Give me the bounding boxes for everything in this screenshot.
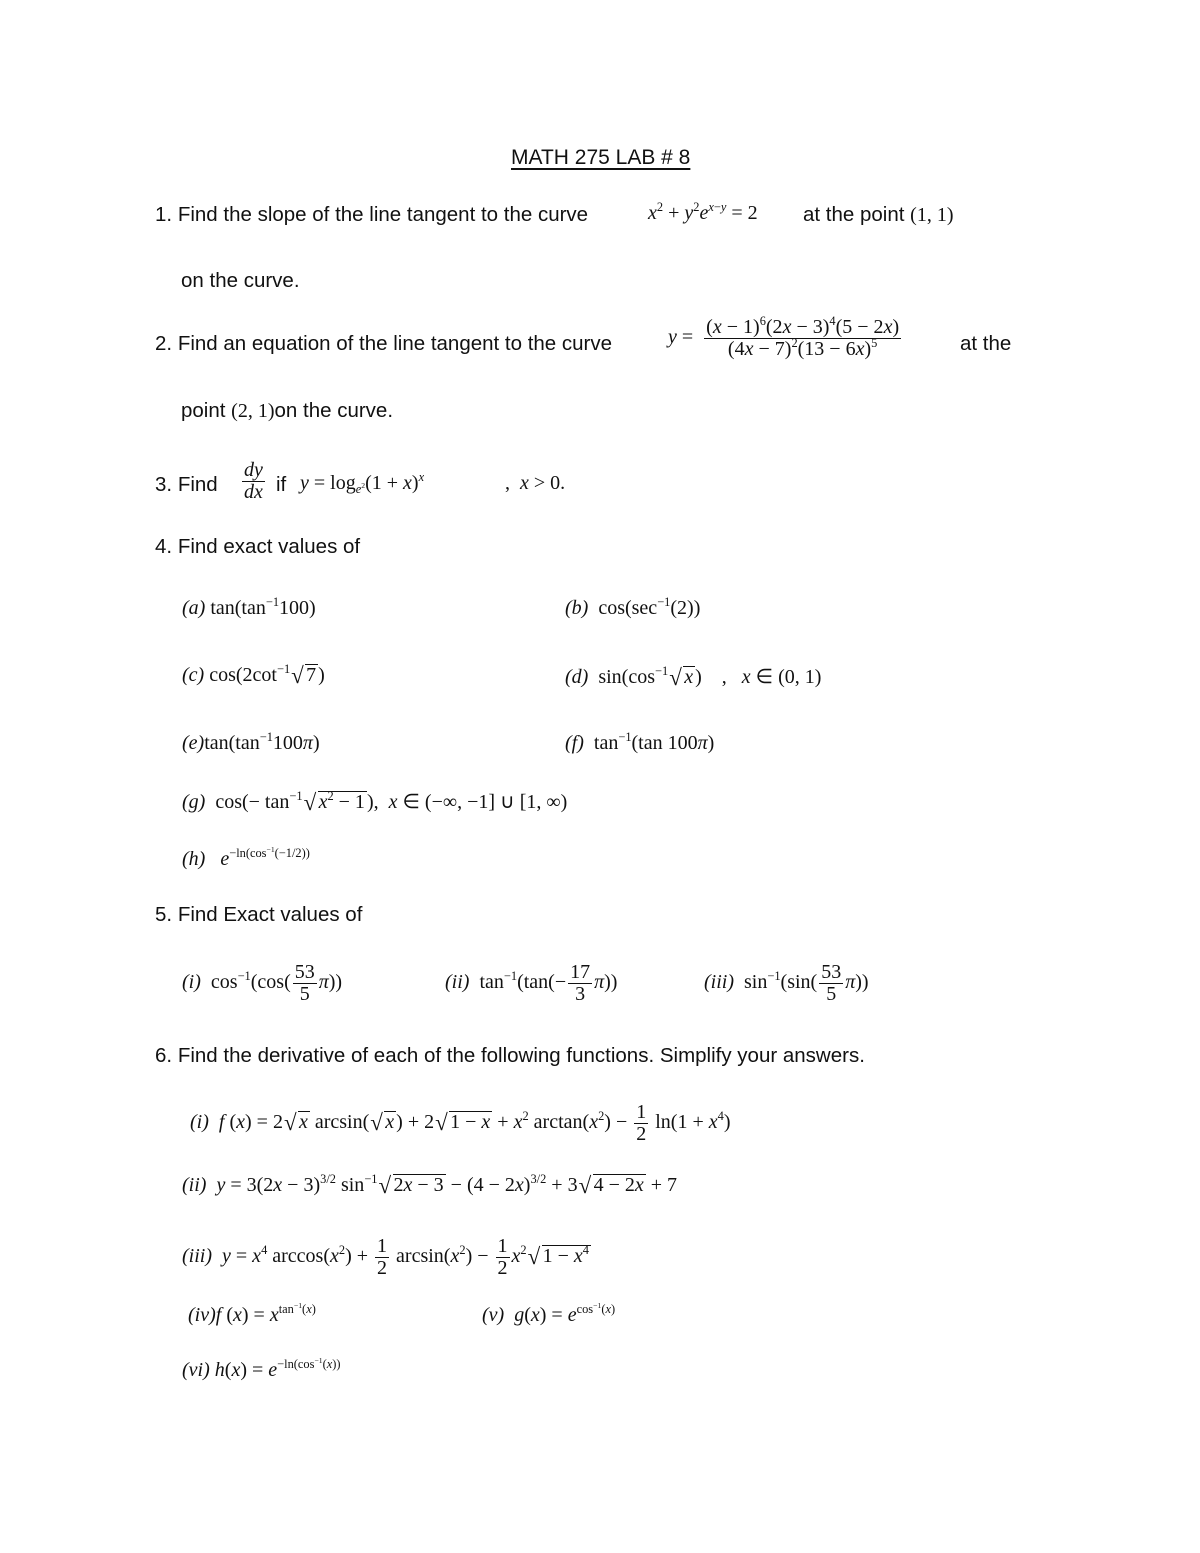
- part-4h: (h) $e^{-ln(cos^{-1}(-1/2))}$: [182, 844, 310, 870]
- part-4c: (c) $\cos(2\cot^{-1}√$ 7 ): [182, 664, 325, 687]
- part-6v: (v) $g(x) = e^{cos^{-1}(x)}$: [482, 1300, 616, 1326]
- problem-text: Find Exact values of: [177, 903, 363, 926]
- problem-text: Find the derivative of each of the following functions. Simplify your answers.: [177, 1044, 865, 1067]
- problem-1-equation: $x^2 + y^2e^{x-y} = 2$: [648, 199, 758, 224]
- part-4d: (d) $\sin(\cos^{-1}√$ x ) , x ∈ (0, 1): [565, 664, 821, 689]
- page-title: MATH 275 LAB # 8: [511, 146, 691, 169]
- problem-text: Find an equation of the line tangent to the curve: [177, 332, 613, 355]
- problem-number: 3.: [155, 473, 173, 496]
- part-6iv: (iv)f $(x) = x^{tan^{-1}(x)}$: [188, 1300, 316, 1326]
- problem-text: Find the slope of the line tangent to the curve: [177, 203, 589, 226]
- problem-2-continuation: point (2, 1)on the curve.: [181, 399, 394, 422]
- problem-2: [155, 332, 612, 356]
- problem-3: [155, 473, 218, 497]
- part-6ii: (ii) $y = 3(2x - 3)^{3/2}$ $\sin^{-1}√$ $2x - 3 - (4 - 2x)^{3/2} + 3√$ 4 − 2x + 7: [182, 1174, 677, 1197]
- part-6i: (i) f (x) = 2√ x arcsin(√ x ) + 2√ $1 - x + x^2$ $\arctan(x^2)$ − $\frac{1}{2}$ $\ln(1 + x^4)$: [190, 1102, 731, 1145]
- problem-3-equation: $y = \log_{e^2}(1 + x)^x$: [300, 469, 425, 496]
- part-6iii: (iii) $y = x^4$ $\arccos(x^2)$ + $\frac{1}{2}$ $\arcsin(x^2)$ − $\frac{1}{2}$ $x^2√$ $1 - x^4$: [182, 1236, 591, 1279]
- part-4f: (f) $\tan^{-1}(\tan$ 100π): [565, 729, 715, 754]
- part-4g: (g) $\cos(- \tan^{-1}√$ $x^2 - 1$ ), x ∈ (−∞, −1] ∪ [1, ∞): [182, 789, 567, 814]
- part-4e: $(e)\tan(\tan^{-1}100\pi)$: [182, 729, 320, 754]
- problem-number: 1.: [155, 203, 173, 226]
- problem-text: Find exact values of: [177, 535, 361, 558]
- problem-1: [155, 203, 588, 227]
- problem-number: 5.: [155, 903, 173, 926]
- problem-number: 4.: [155, 535, 173, 558]
- part-5i: (i) $\cos^{-1}(\cos$( $\frac{53}{5}$ π)): [182, 961, 343, 1005]
- dy-dx: $\frac{dy}{dx}$: [244, 459, 263, 503]
- point: (1, 1): [910, 204, 954, 226]
- part-5ii: (ii) $\tan^{-1}(\tan(-$ $\frac{17}{3}$ π)): [445, 961, 618, 1005]
- problem-5: [155, 903, 362, 927]
- problem-3-condition: , x > 0.: [505, 472, 566, 494]
- problem-text: Find: [177, 473, 218, 496]
- problem-6: [155, 1044, 865, 1068]
- problem-2-after: at the: [960, 332, 1012, 355]
- problem-number: 2.: [155, 332, 173, 355]
- problem-1-continuation: on the curve.: [181, 269, 300, 292]
- problem-1-after: at the point (1, 1): [803, 203, 954, 226]
- point: (2, 1): [231, 400, 275, 422]
- part-6vi: (vi) $h(x) = e^{-ln(cos^{-1}(x))}$: [182, 1355, 341, 1381]
- problem-number: 6.: [155, 1044, 173, 1067]
- part-4b: (b) $\cos(\sec^{-1}(2))$: [565, 594, 701, 619]
- problem-3-if: if: [276, 473, 287, 496]
- problem-2-equation: y = $\frac{(x - 1)^6(2x - 3)^4(5 - 2x)}{(4x - 7)^2(13 - 6x)^5}$: [668, 313, 900, 360]
- part-4a: (a) $\tan(\tan^{-1}100)$: [182, 594, 316, 619]
- problem-4: [155, 535, 360, 559]
- part-5iii: (iii) $\sin^{-1}(\sin$( $\frac{53}{5}$ π)): [704, 961, 869, 1005]
